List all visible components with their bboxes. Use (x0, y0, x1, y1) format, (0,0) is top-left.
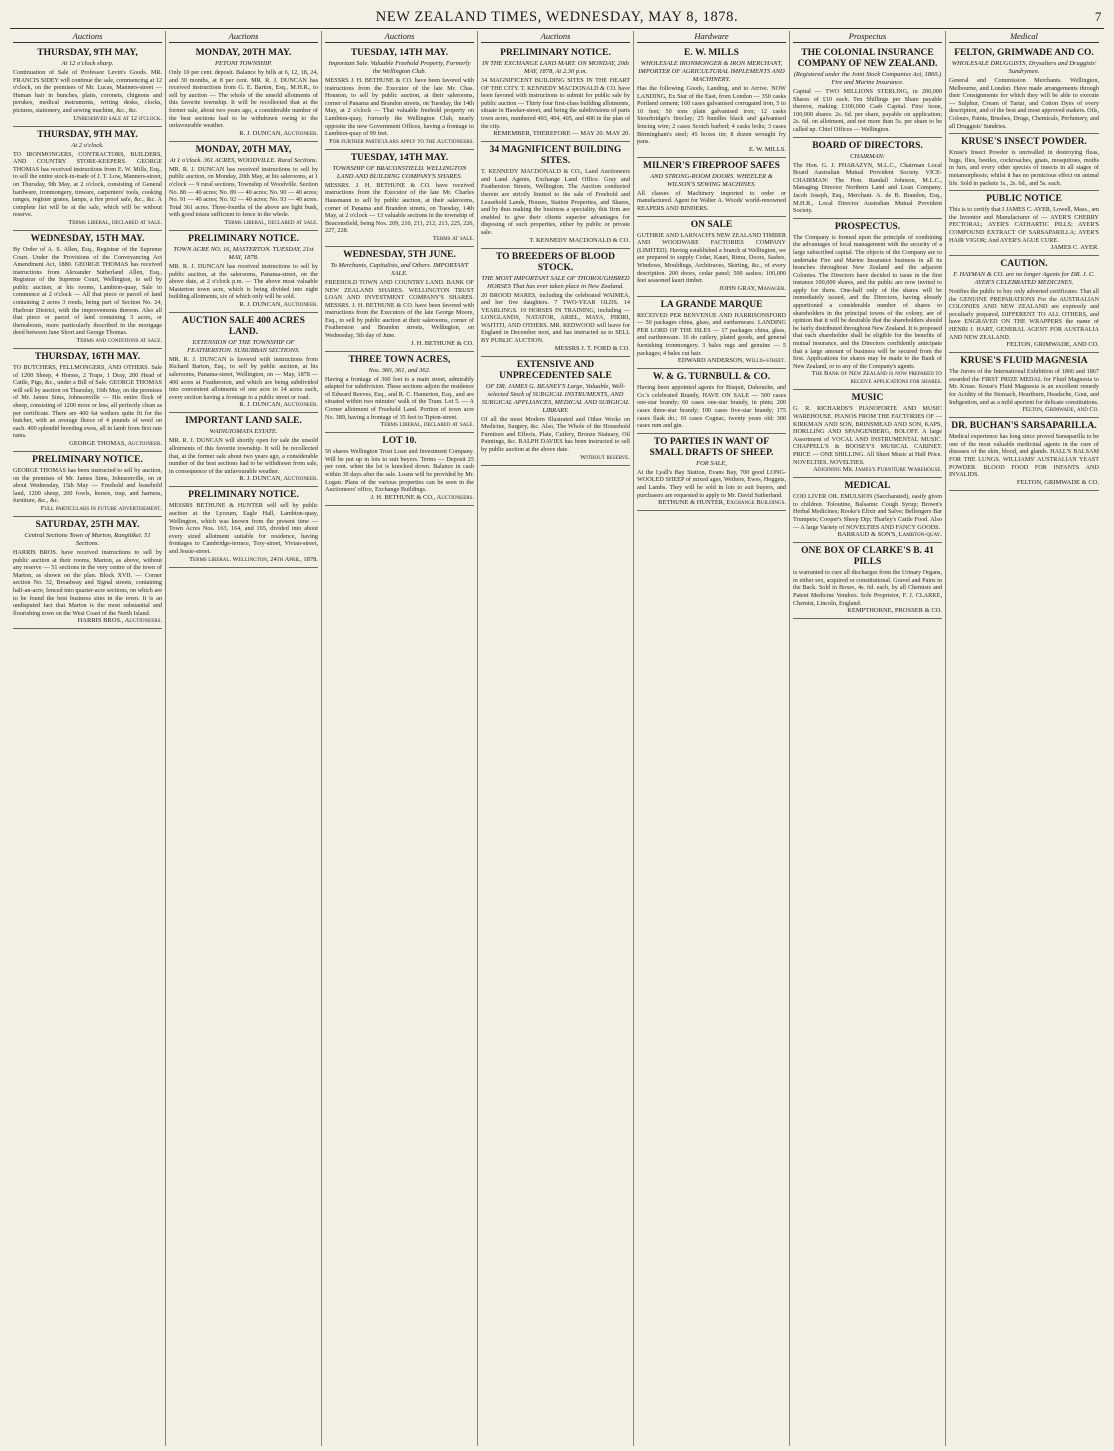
ad-body: 50 shares Wellington Trust Loan and Investment Company. Will be put up in lots to suit buyers. Terms — Deposit 25 per cent. when the lot is knocked down. Balance in cash within 30 days after the sale. Loans will be provided by Mr. Logan. Plans of the various properties can be seen in the Auctioneers' office, Exchange Buildings. (325, 448, 474, 494)
advertisement (169, 313, 318, 414)
ad-body: MESSRS. J. H. BETHUNE & CO. have received instructions from the Executor of the late Mr. Charles Hausmann to sell by public auction, at their salerooms, corner of Panama and Brandon streets, on Tuesday, 14th May, at 2 o'clock — 13 valuable sections in the township of Beaconsfield, being Nos. 209, 210, 211, 212, 213, 225, 226, 227, 228. (325, 181, 474, 235)
ad-signature: FELTON, GRIMWADE & CO. (1016, 478, 1099, 486)
ad-signature: KEMPTHORNE, PROSSER & CO. (847, 607, 942, 615)
ad-title: IMPORTANT LAND SALE. (185, 416, 302, 427)
ad-body: 34 MAGNIFICENT BUILDING SITES IN THE HEART OF THE CITY. T. KENNEDY MACDONALD & CO. have been favored with instructions to submit for public sale by public auction — Thirty four first-class building allotments, situate in Hawker-street, and being the subdivisions of parts town acres, numbered 403, 404, 405, and 406 in the plan of the city. (481, 77, 630, 130)
advertisement (13, 127, 162, 231)
ad-title: WEDNESDAY, 5TH JUNE. (343, 249, 456, 260)
advertisement (637, 45, 786, 158)
column-7 (946, 31, 1102, 1446)
ad-subtitle: IN THE EXCHANGE LAND MART. ON MONDAY, 20th MAY, 1878, At 2.30 p.m. (482, 60, 629, 75)
ad-subtitle: WAINUIOMATA ESTATE. (209, 428, 278, 436)
ad-title: THURSDAY, 16TH MAY. (34, 352, 141, 363)
ad-title: MILNER'S FIREPROOF SAFES (643, 160, 780, 171)
ad-subtitle: At 2 o'clock. (71, 141, 104, 149)
ad-title: 34 MAGNIFICENT BUILDING SITES. (489, 145, 622, 167)
ad-body: MESSRS BETHUNE & HUNTER will sell by public auction at the Lyceum, Eagle Hall, Lambton-quay, Wellington, which was known from the present time — Town Acres Nos. 163, 164, and 165, divided into about every sized allotment suitable for residence, having frontages to Cambridge-terrace, Tory-street, Vivian-street, and Jessie-street. (169, 502, 318, 555)
column-header: Medical (949, 31, 1099, 43)
ad-body: RECEIVED PER BENVENUE AND HARRISONSFORD — 50 packages china, glass, and earthenware. LANDING PER LORD OF THE ISLES — 17 packages china, glass, and earthenware. 16 do cutlery, plated goods, and general furnishing ironmongery. 3 bales rugs and genuine — 5 packages; 4 bales cut hair. (637, 311, 786, 357)
advertisement (949, 191, 1099, 256)
ad-title: EXTENSIVE AND UNPRECEDENTED SALE (499, 359, 612, 381)
advertisement (481, 357, 630, 466)
ad-body: Having been appointed agents for Bisquit, Dubouche, and Co.'s celebrated Brandy, HAVE ON SALE — 500 cases one-star brandy; 60 cases one-star brandy, in pints; 200 cases three-star brandy; 100 cases five-star brandy; 175 cases flask do.; 10 cases Cognac, twenty years old; 300 cases rum and gin. (637, 384, 786, 430)
page-number: 7 (1094, 9, 1102, 24)
ad-title: W. & G. TURNBULL & CO. (652, 372, 771, 383)
ad-subtitle: To Merchants, Capitalists, and Others. IMPORTANT SALE. (330, 261, 469, 277)
ad-title: ON SALE (690, 219, 733, 230)
ad-body: TO BUTCHERS, FELLMONGERS, AND OTHERS. Sale of 1200 Sheep, 4 Horses, 2 Traps, 1 Dray, 200 Head of Cattle, Pigs, &c., under a Bill of Sale. GEORGE THOMAS will sell by auction on Thursday, 16th May, on the premises of Mr. James Sims, Johnsonville — His entire flock of sheep, consisting of 1200 more or less, all perfectly clean as per certificate. There are 400 fat wethers quite fit for the butcher, with an average fleece of 4 pounds of wool on each. 400 splendid breeding ewes, all in lamb from first rate rams. (13, 364, 162, 440)
ad-signature: T. KENNEDY MACDONALD & CO. (529, 236, 630, 244)
ad-signature: Terms and conditions at sale. (76, 337, 162, 345)
column-header: Auctions (169, 31, 318, 43)
advertisement (637, 434, 786, 511)
advertisement (793, 219, 942, 391)
ad-signature: REMEMBER, THEREFORE — MAY 20. MAY 20. (493, 130, 630, 138)
advertisement (793, 45, 942, 138)
advertisement (949, 45, 1099, 134)
ad-body: Of all the most Modern Illustrated and Other Works on Medicine, Surgery, &c. Also, The Whole of the Household Furniture and Effects, Plate, Cutlery, Bronze Statuary, Oil Paintings, &c. RALPH DAVIES has been instructed to sell by public auction at the above date. (481, 415, 630, 454)
ad-subtitle: F. HAYMAN & CO. are no longer Agents for DR. J. C. AYER'S CELEBRATED MEDICINES. (953, 271, 1095, 287)
ad-body: T. KENNEDY MACDONALD & CO., Land Auctioneers and Land Agents, Exchange Land Office. Gray and Featherston Streets, Wellington. The Auction conducted therein are strictly limited to the sale of Freehold and Leasehold Lands, Houses, Station Properties, and Shares, and by thus making the business a speciality, this firm are enabled to give their clients superior advantages for disposing of such properties, either by public or private sale. (481, 168, 630, 236)
advertisement (793, 390, 942, 478)
ad-body: Kruse's Insect Powder is unrivalled in destroying fleas, bugs, flies, beetles, cockroaches, gnats, mosquitoes, moths in furs, and every other species of insects in all stages of metamorphosis; whilst it has no pernicious effect on animal life. Sold in packets 1s., 2s. 6d., and 5s. each. (949, 149, 1099, 187)
ad-body: The Company is formed upon the principle of combining the advantages of local management with the security of a large subscribed capital. The objects of the Company are to undertake Fire and Marine Insurance business in all its branches throughout New Zealand and the adjacent Colonies. The Directors have decided to issue in the first instance 100,000 shares, and the public are now invited to apply for them. One-half only of the shares will be immediately issued, and the Directors, having already apportioned a considerable number of shares to shareholders in the principal towns of the colony, are of opinion that it will be desirable that the shareholders should be fairly distributed throughout New Zealand. It is proposed that each shareholder shall be eligible for the benefits of mutual insurance, and the Directors confidently anticipate that a large amount of business will be secured from the first. Applications for shares may be made to the Bank of New Zealand, or to any of the Company's agents. (793, 233, 942, 370)
ad-body: FREEHOLD TOWN AND COUNTRY LAND. BANK OF NEW ZEALAND SHARES. WELLINGTON TRUST LOAN AND INVESTMENT COMPANY'S SHARES. MESSRS. J. H. BETHUNE & CO. have been favored with instructions from the Executors of the late George Moore, Esq., to sell by public auction at their salerooms, corner of Featherston and Brandon streets, Wellington, on Wednesday, 5th day of June. (325, 278, 474, 340)
ad-signature: BETHUNE & HUNTER, Exchange Buildings. (658, 499, 786, 507)
ad-subtitle: TOWNSHIP OF BRACONSTIELD. WELLINGTON LAND AND BUILDING COMPANY'S SHARES. (332, 164, 467, 180)
ad-subtitle: At 1 o'clock. 361 ACRES, WOODVILLE. Rural Sections. (169, 156, 318, 164)
ad-body: HARRIS BROS. have received instructions to sell by public auction at their rooms, Marton, as above, without any reserve — 51 sections in the very centre of the town of Marton, as shown on the plan. Block XVII. — Corner section No. 32, Broadway and Signal streets, containing half-an-acre, fenced into quarter-acre sections, on which are to be found the best business sites in the town. It is an undisputed fact that Marton is the most substantial and flourishing town on the West Coast of the North Island. (13, 548, 162, 617)
ad-signature: Full particulars in future advertisement. (40, 504, 162, 512)
ad-title: KRUSE'S INSECT POWDER. (961, 137, 1087, 148)
ad-subtitle: THE MOST IMPORTANT SALE OF THOROUGHBRED HORSES That has ever taken place in New Zealand. (481, 274, 630, 290)
ad-body: Capital — TWO MILLIONS STERLING, in 200,000 Shares of £10 each. Ten Shillings per Share payable thereon, making £100,000 Cash Capital. First issue, 100,000 shares. 2s. 6d. per share, payable on application; 2s. 6d. on allotment, and not more than 5s. per share to be called up. Chief Offices — Wellington. (793, 88, 942, 133)
advertisement (13, 452, 162, 517)
ad-signature: Terms at sale. (432, 234, 474, 242)
column-6 (790, 31, 946, 1446)
column-5 (634, 31, 790, 1446)
advertisement (13, 45, 162, 127)
column-header: Hardware (637, 31, 786, 43)
ad-body: MESSRS J. H. BETHUNE & CO. have been favored with instructions from the Executor of the late Mr. Chas. Houston, to sell by public auction, at their salerooms, corner of Panama and Brandon streets, on Tuesday, the 14th May, at 2 o'clock — That valuable freehold property on Lambton-quay, formerly the Wellington Club, nearly opposite the new Government Offices, having a frontage to Lambton-quay of 99 feet. (325, 77, 474, 138)
ad-title: BOARD OF DIRECTORS. (812, 140, 923, 151)
ad-title: MEDICAL (844, 481, 891, 492)
advertisement (949, 134, 1099, 191)
advertisement (169, 142, 318, 231)
ad-signature: Felton, Grimwade, and Co. (1022, 406, 1099, 414)
ad-signature: E. W. MILLS. (748, 145, 786, 153)
ad-title: MUSIC (851, 393, 884, 404)
ad-subtitle: TOWN ACRE NO. 16, MASTERTON. TUESDAY, 21st MAY, 1878. (173, 245, 314, 261)
ad-title: LOT 10. (382, 436, 417, 447)
advertisement (793, 543, 942, 619)
column-header: Auctions (481, 31, 630, 43)
ad-signature: R. J. DUNCAN, Auctioneer. (239, 300, 318, 308)
ad-signature: For further particulars apply to the Auctioneers. (329, 137, 474, 145)
column-1 (10, 31, 166, 1446)
ad-body: Continuation of Sale of Professor Levin's Goods. MR. FRANCIS SIDEY will continue the sale, commencing at 12 o'clock, on the premises of Mr. Lucas, Manners-street — Human hair in bunches, plaits, coronets, chignons and perukes, medical instruments, writing desks, clocks, pictures, stationery, and sewing machine, &c., &c. (13, 69, 162, 114)
ad-subtitle: FOR SALE, (696, 459, 727, 467)
ad-title: PRELIMINARY NOTICE. (500, 48, 611, 58)
advertisement (13, 349, 162, 452)
ad-signature: GEORGE THOMAS, Auctioneer. (69, 439, 162, 447)
advertisement (481, 45, 630, 142)
columns-container (10, 31, 1104, 1446)
column-header: Auctions (13, 31, 162, 43)
masthead-title: NEW ZEALAND TIMES, WEDNESDAY, MAY 8, 1878. (375, 9, 739, 25)
ad-title: THURSDAY, 9TH MAY, (37, 48, 138, 58)
ad-body: TO IRONMONGERS, CONTRACTORS, BUILDERS, AND COUNTRY STORE-KEEPERS. GEORGE THOMAS has received instructions from E. W. Mills, Esq., to sell the entire stock-in-trade of J. T. Low, Manners-street, on Thursday, 9th May, at 2 o'clock, consisting of General hardware, ironmongery, tinware, carpenters' tools, cooking ranges, register grates, lamps, a fire proof safe, &c., &c. A complete list will be at the sale, which will be without reserve. (13, 150, 162, 219)
ad-body: 20 BROOD MARES, including the celebrated WAIMEA, and her five daughters. 7 TWO-YEAR OLDS. 14 YEARLINGS. 10 HORSES IN TRAINING, including — LONGLANDS, NATATOR, ARIEL, MAYA, PIRIRI, WAITITI, AND OTHERS. MR. REDWOOD will leave for England in December next, and has instructed us to SELL BY PUBLIC AUCTION. (481, 291, 630, 345)
column-2 (166, 31, 322, 1446)
ad-title: MONDAY, 20TH MAY, (195, 144, 292, 155)
ad-subtitle: AND STRONG-ROOM DOORS. WHEELER & WILSON'S SEWING MACHINES. (650, 172, 773, 188)
advertisement (325, 433, 474, 506)
ad-title: KRUSE'S FLUID MAGNESIA (960, 356, 1088, 367)
ad-subtitle: OF DR. JAMES G. BEANEY'S Large, Valuable, Well-selected Stock of SURGICAL INSTRUMENTS, AND SURGICAL APPLIANCES, MEDICAL AND SURGICAL LIBRARY. (481, 382, 630, 414)
ad-title: MONDAY, 20TH MAY. (195, 48, 292, 58)
advertisement (325, 150, 474, 247)
ad-body: This is to certify that I JAMES C. AYER, Lowell, Mass., am the Inventor and Manufacturer of — AYER'S CHERRY PECTORAL; AYER'S CATHARTIC PILLS; AYER'S COMPOUND EXTRACT OF SARSAPARILLA; AYER'S HAIR VIGOR; And AYER'S AGUE CURE. (949, 206, 1099, 244)
ad-subtitle: WHOLESALE DRUGGISTS, Drysalters and Druggists' Sundrymen. (951, 60, 1097, 75)
ad-title: CAUTION. (1000, 259, 1048, 270)
ad-body: Only 10 per cent. deposit. Balance by bills at 6, 12, 18, 24, and 30 months, at 8 per cent. MR. R. J. DUNCAN has received instructions from G. E. Barton, Esq., M.H.R., to sell by auction — The whole of the unsold allotments of this favorite township. It will be recollected that at the former sale, about two years ago, a considerable number of the best sections had to be withdrawn owing to the unfavourable weather. (169, 69, 318, 130)
advertisement (637, 217, 786, 297)
column-3 (322, 31, 478, 1446)
ad-signature: Terms liberal, declared at sale. (380, 421, 474, 429)
ad-title: AUCTION SALE 400 ACRES LAND. (182, 315, 305, 337)
advertisement (169, 231, 318, 313)
ad-title: TO PARTIES IN WANT OF SMALL DRAFTS OF SHEEP. (649, 436, 774, 458)
advertisement (949, 353, 1099, 418)
advertisement (481, 249, 630, 357)
advertisement (637, 297, 786, 370)
advertisement (169, 413, 318, 487)
ad-title: THE COLONIAL INSURANCE COMPANY OF NEW ZEALAND. (797, 48, 938, 69)
advertisement (637, 158, 786, 217)
ad-subtitle: (Registered under the Joint Stock Companies Act, 1860.) Fire and Marine Insurance. (793, 71, 942, 86)
advertisement (793, 478, 942, 543)
advertisement (325, 45, 474, 150)
ad-title: TUESDAY, 14TH MAY. (350, 48, 449, 58)
ad-subtitle: Nos. 360, 361, and 362. (368, 366, 431, 374)
ad-title: TO BREEDERS OF BLOOD STOCK. (495, 251, 616, 273)
ad-subtitle: Central Sections Town of Marton, Rangitikei. 51 Sections. (24, 531, 151, 547)
advertisement (13, 517, 162, 629)
ad-body: MR. R. J. DUNCAN has received instructions to sell by public auction, at the salerooms, Panama-street, on the above date, at 2 o'clock p.m. — The above most valuable Masterton town acre, which is being divided into eight building allotments, six of which only will be sold. (169, 262, 318, 301)
column-4 (478, 31, 634, 1446)
ad-title: THURSDAY, 9TH MAY. (37, 129, 138, 140)
ad-signature: FELTON, GRIMWADE, AND CO. (1006, 341, 1099, 349)
ad-body: General and Commission Merchants. Wellington, Melbourne, and London. Have made arrangements through their Consignments for which they will be able to execute — Sulphur, Cream of Tartar, and Cotton Dyes of every description, and of the best and most approved makers. Oils, Colours, Paints, Brushes, Drugs, Chemicals, Perfumery, and all Druggists' Sundries. (949, 77, 1099, 130)
ad-body: All classes of Machinery imported to order or manufactured. Agent for Walter A. Woods' world-renowned REAPERS AND BINDERS. (637, 189, 786, 212)
ad-signature: R. J. DUNCAN, Auctioneer. (239, 401, 318, 409)
ad-body: MR. R. J. DUNCAN is favored with instructions from Richard Barton, Esq., to sell by public auction, at his salerooms, Panama-street, Wellington, on — May, 1878 — 400 acres at Featherston, and which are being subdivided into convenient allotments of one acre to 14 acres each, every section having a frontage to a public street or road. (169, 355, 318, 401)
ad-signature: MESSRS J. T. FORD & CO. (554, 344, 630, 352)
ad-body: Has the following Goods, Landing, and to Arrive. NOW LANDING, Ex Star of the East, from London — 350 casks Portland cement; 160 cases galvanised corrugated iron, 5 to 10 feet; 50 tons plain galvanised iron; 12 casks Stourbridge's fireclay; 25 bundles black and galvanised fencing wire; 2 cases Scotch barbed; 4 casks bolts; 3 cases Birmingham's steel; 45 boxes tin; 8 dozen wrought fry pans. (637, 85, 786, 146)
ad-body: Having a frontage of 360 feet to a main street, admirably adapted for subdivision. These sections adjoin the residence of Edward Reeves, Esq., and R. C. Hamerton, Esq., and are situated within two minutes' walk of the Tram. Lot 5. — A Corner allotment of Freehold Land. Portion of town acre No. 389, having a frontage of 35 feet to Tipton-street. (325, 375, 474, 421)
ad-signature: Unreserved sale at 12 o'clock. (73, 114, 162, 122)
ad-signature: R. J. DUNCAN, Auctioneer. (239, 475, 318, 483)
advertisement (13, 231, 162, 349)
ad-body: The Jurors of the International Exhibition of 1866 and 1867 awarded the FIRST PRIZE MEDAL for Fluid Magnesia to Mr. Kruse. Kruse's Fluid Magnesia is an excellent remedy for Acidity of the Stomach, Heartburn, Headache, Gout, and Indigestion, and as a mild aperient for delicate constitutions. (949, 368, 1099, 406)
ad-signature: J. H. BETHUNE & CO. (410, 339, 474, 347)
column-header: Auctions (325, 31, 474, 43)
advertisement (793, 138, 942, 219)
ad-body: Medical experience has long since proved Sarsaparilla to be one of the most valuable medicinal agents in the cure of diseases of the skin, blood, and glands. HALL'S BALSAM FOR THE LUNGS. WILLIAMS' AUSTRALIAN YEAST POWDER. BLOOD FOOD FOR INFANTS AND INVALIDS. (949, 433, 1099, 479)
ad-title: THREE TOWN ACRES, (348, 354, 451, 365)
ad-title: WEDNESDAY, 15TH MAY. (30, 233, 145, 244)
ad-body: G. R. RICHARDS'S PIANOFORTE AND MUSIC WAREHOUSE. PIANOS FROM THE FACTORIES OF — KIRKMAN AND SON, BRINSMEAD AND SON, KAPS, HORLLING AND SPANGENBERG, BOLOFF. A large Assortment of VOCAL AND INSTRUMENTAL MUSIC. CHAPPELL'S & BOOSEY'S MUSICAL CABINET. PRICE — ONE SHILLING. All Sheet Music at Half Price. NOVELTIES. NOVELTIES. (793, 405, 942, 466)
ad-signature: JAMES C. AYER. (1050, 244, 1099, 252)
advertisement (325, 247, 474, 352)
ad-subtitle: CHAIRMAN: (849, 152, 886, 160)
ad-signature: JOHN GRAY, Manager. (719, 284, 786, 292)
ad-signature: R. J. DUNCAN, Auctioneer. (239, 129, 318, 137)
ad-title: TUESDAY, 14TH MAY. (350, 152, 449, 163)
ad-title: ONE BOX OF CLARKE'S B. 41 PILLS (801, 546, 934, 568)
ad-title: DR. BUCHAN'S SARSAPARILLA. (951, 421, 1097, 432)
ad-title: PRELIMINARY NOTICE. (188, 233, 299, 244)
advertisement (949, 418, 1099, 491)
advertisement (325, 352, 474, 434)
ad-signature: Adjoining Mr. James's Furniture Warehouse. (813, 466, 942, 474)
ad-title: LA GRANDE MARQUE (660, 299, 763, 310)
ad-subtitle: At 12 o'clock sharp. (61, 60, 114, 67)
ad-title: PROSPECTUS. (834, 221, 901, 232)
ad-body: By Order of A. S. Allen, Esq., Registrar of the Supreme Court. Under the Provisions of the Conveyancing Act Amendment Act, 1880. GEORGE THOMAS has received instructions from Alexander Sutherland Allen, Esq., Registrar of the Supreme Court, Wellington, to sell by public auction, at his rooms, Lambton-quay, Sale to commence at 2 o'clock — All that piece or parcel of land containing 2 acres 3 roods, being part of Section No. 24, Harbour District, with the improvements thereon. Also all that piece or parcel of land containing 3 acres, or thereabouts, more particularly described in the mortgage deed between Jane Short and George Thomas. (13, 245, 162, 337)
ad-subtitle: WHOLESALE IRONMONGER & IRON MERCHANT, IMPORTER OF AGRICULTURAL IMPLEMENTS AND MACHINERY. (638, 60, 785, 83)
ad-subtitle: PETONI TOWNSHIP. (214, 60, 273, 67)
newspaper-page (10, 6, 1104, 1446)
masthead (10, 6, 1104, 29)
ad-body: is warranted to cure all discharges from the Urinary Organs, in either sex, acquired or constitutional. Gravel and Pains in the Back. Sold in Boxes, 4s. 6d. each, by all Chemists and Patent Medicine Vendors. Sole Proprietor, F. J. CLARKE, Chemist, Lincoln, England. (793, 569, 942, 607)
ad-title: PRELIMINARY NOTICE. (188, 490, 299, 501)
ad-subtitle: EXTENSION OF THE TOWNSHIP OF FEATHERSTON. SUBURBAN SECTIONS. (187, 338, 300, 354)
ad-body: GUTHRIE AND LARNACH'S NEW ZEALAND TIMBER AND WOODWARE FACTORIES COMPANY (LIMITED). Having established a branch at Wellington, we are prepared to supply Cedar, Kauri, Rimu, Doors, Sashes, Windows, Mouldings, Architraves, Skirting, &c., of every description. 200 doors, cedar panel; 500 sashes; 100,000 feet seasoned kauri timber. (637, 231, 786, 285)
ad-signature: Without reserve. (580, 453, 630, 461)
ad-subtitle: Important Sale. Valuable Freehold Property, Formerly the Wellington Club. (328, 60, 471, 75)
ad-body: The Hon. G. J. PHARAZYN, M.L.C., Chairman Local Board Australian Mutual Provident Society. VICE-CHAIRMAN: The Hon. Randall Johnson, M.L.C., Managing Director Northern Land and Loan Company. Jacob Joseph, Esq., Merchant. A. de B. Brandon, Esq., M.H.R., Local Director Australian Mutual Provident Society. (793, 161, 942, 215)
ad-body: COD LIVER OIL EMULSION (Saccharated), easily given to children. Toloutine, Balsamic Cough Syrup; Brown's Herbal Medicines; Rooke's Elixir and Salve; Bellengers Bar Trumpets; Cooper's Sheep Dip; Tharley's Cattle Food. Also — A large Variety of NOVELTIES AND FANCY GOODS. (793, 493, 942, 531)
ad-signature: Terms liberal. Wellington, 24th April, 1878. (189, 555, 318, 563)
ad-title: PUBLIC NOTICE (986, 194, 1062, 205)
ad-signature: EDWARD ANDERSON, Willis-street. (677, 357, 786, 365)
ad-title: FELTON, GRIMWADE AND CO. (954, 48, 1094, 58)
ad-signature: The Bank of New Zealand is now prepared to receive applications for shares. (811, 370, 942, 386)
ad-signature: Terms liberal, declared at sale. (68, 218, 162, 226)
ad-signature: Terms liberal, declared at sale. (224, 218, 318, 226)
ad-body: MR. R. J. DUNCAN will shortly open for sale the unsold allotments of this favorite township. It will be recollected that, at the former sale about two years ago, a considerable number of the best sections had to be withdrawn from sale, in consequence of the unfavourable weather. (169, 437, 318, 475)
ad-title: SATURDAY, 25TH MAY. (35, 519, 140, 530)
ad-body: GEORGE THOMAS has been instructed to sell by auction, on the premises of Mr. James Sims, Johnsonville, on or about Wednesday, 15th May — Freehold and leasehold land, 1200 sheep, 200 fowls, horses, trap, and harness, furniture, &c., &c. (13, 466, 162, 505)
ad-body: At the Lyall's Bay Station, Evans Bay, 700 good LONG-WOOLED SHEEP of mixed ages, Wethers, Ewes, Hoggets, and Lambs. They will be sold in lots to suit buyers, and purchasers are requested to apply to Mr. David Sutherland. (637, 468, 786, 499)
advertisement (637, 369, 786, 434)
column-header: Prospectus (793, 31, 942, 43)
advertisement (481, 142, 630, 248)
advertisement (169, 487, 318, 567)
ad-body: MR. R. J. DUNCAN has received instructions to sell by public auction, on Monday, 20th May, at his salerooms, at 1 o'clock — 9 rural sections, Township of Woodville. Section No. 88 — 40 acres; No. 89 — 40 acres; No. 90 — 40 acres; No. 91 — 40 acres; No. 92 — 40 acres; No. 93 — 40 acres. Total 361 acres. Three-fourths of the above are light bush, with good totara sufficient to fence in the whole. (169, 165, 318, 219)
ad-signature: HARRIS BROS., Auctioneers. (77, 617, 162, 625)
advertisement (949, 256, 1099, 353)
ad-body: Notifies the public to buy only adverted certificates. That all the GENUINE PREPARATIONS For the AUSTRALIAN COLONIES AND NEW ZEALAND are expressly and peculiarly prepared, DIFFERENT TO ALL OTHERS, and have ENGRAVED ON THE WRAPPERS the name of HENRI J. HART, GENERAL AGENT FOR AUSTRALIA AND NEW ZEALAND. (949, 288, 1099, 341)
ad-signature: J. H. BETHUNE & CO., Auctioneers. (370, 493, 474, 501)
ad-title: PRELIMINARY NOTICE. (32, 454, 143, 465)
advertisement (169, 45, 318, 142)
ad-signature: BARRAUD & SON'S, Lambton-quay. (837, 531, 942, 539)
ad-title: E. W. MILLS (684, 48, 739, 58)
